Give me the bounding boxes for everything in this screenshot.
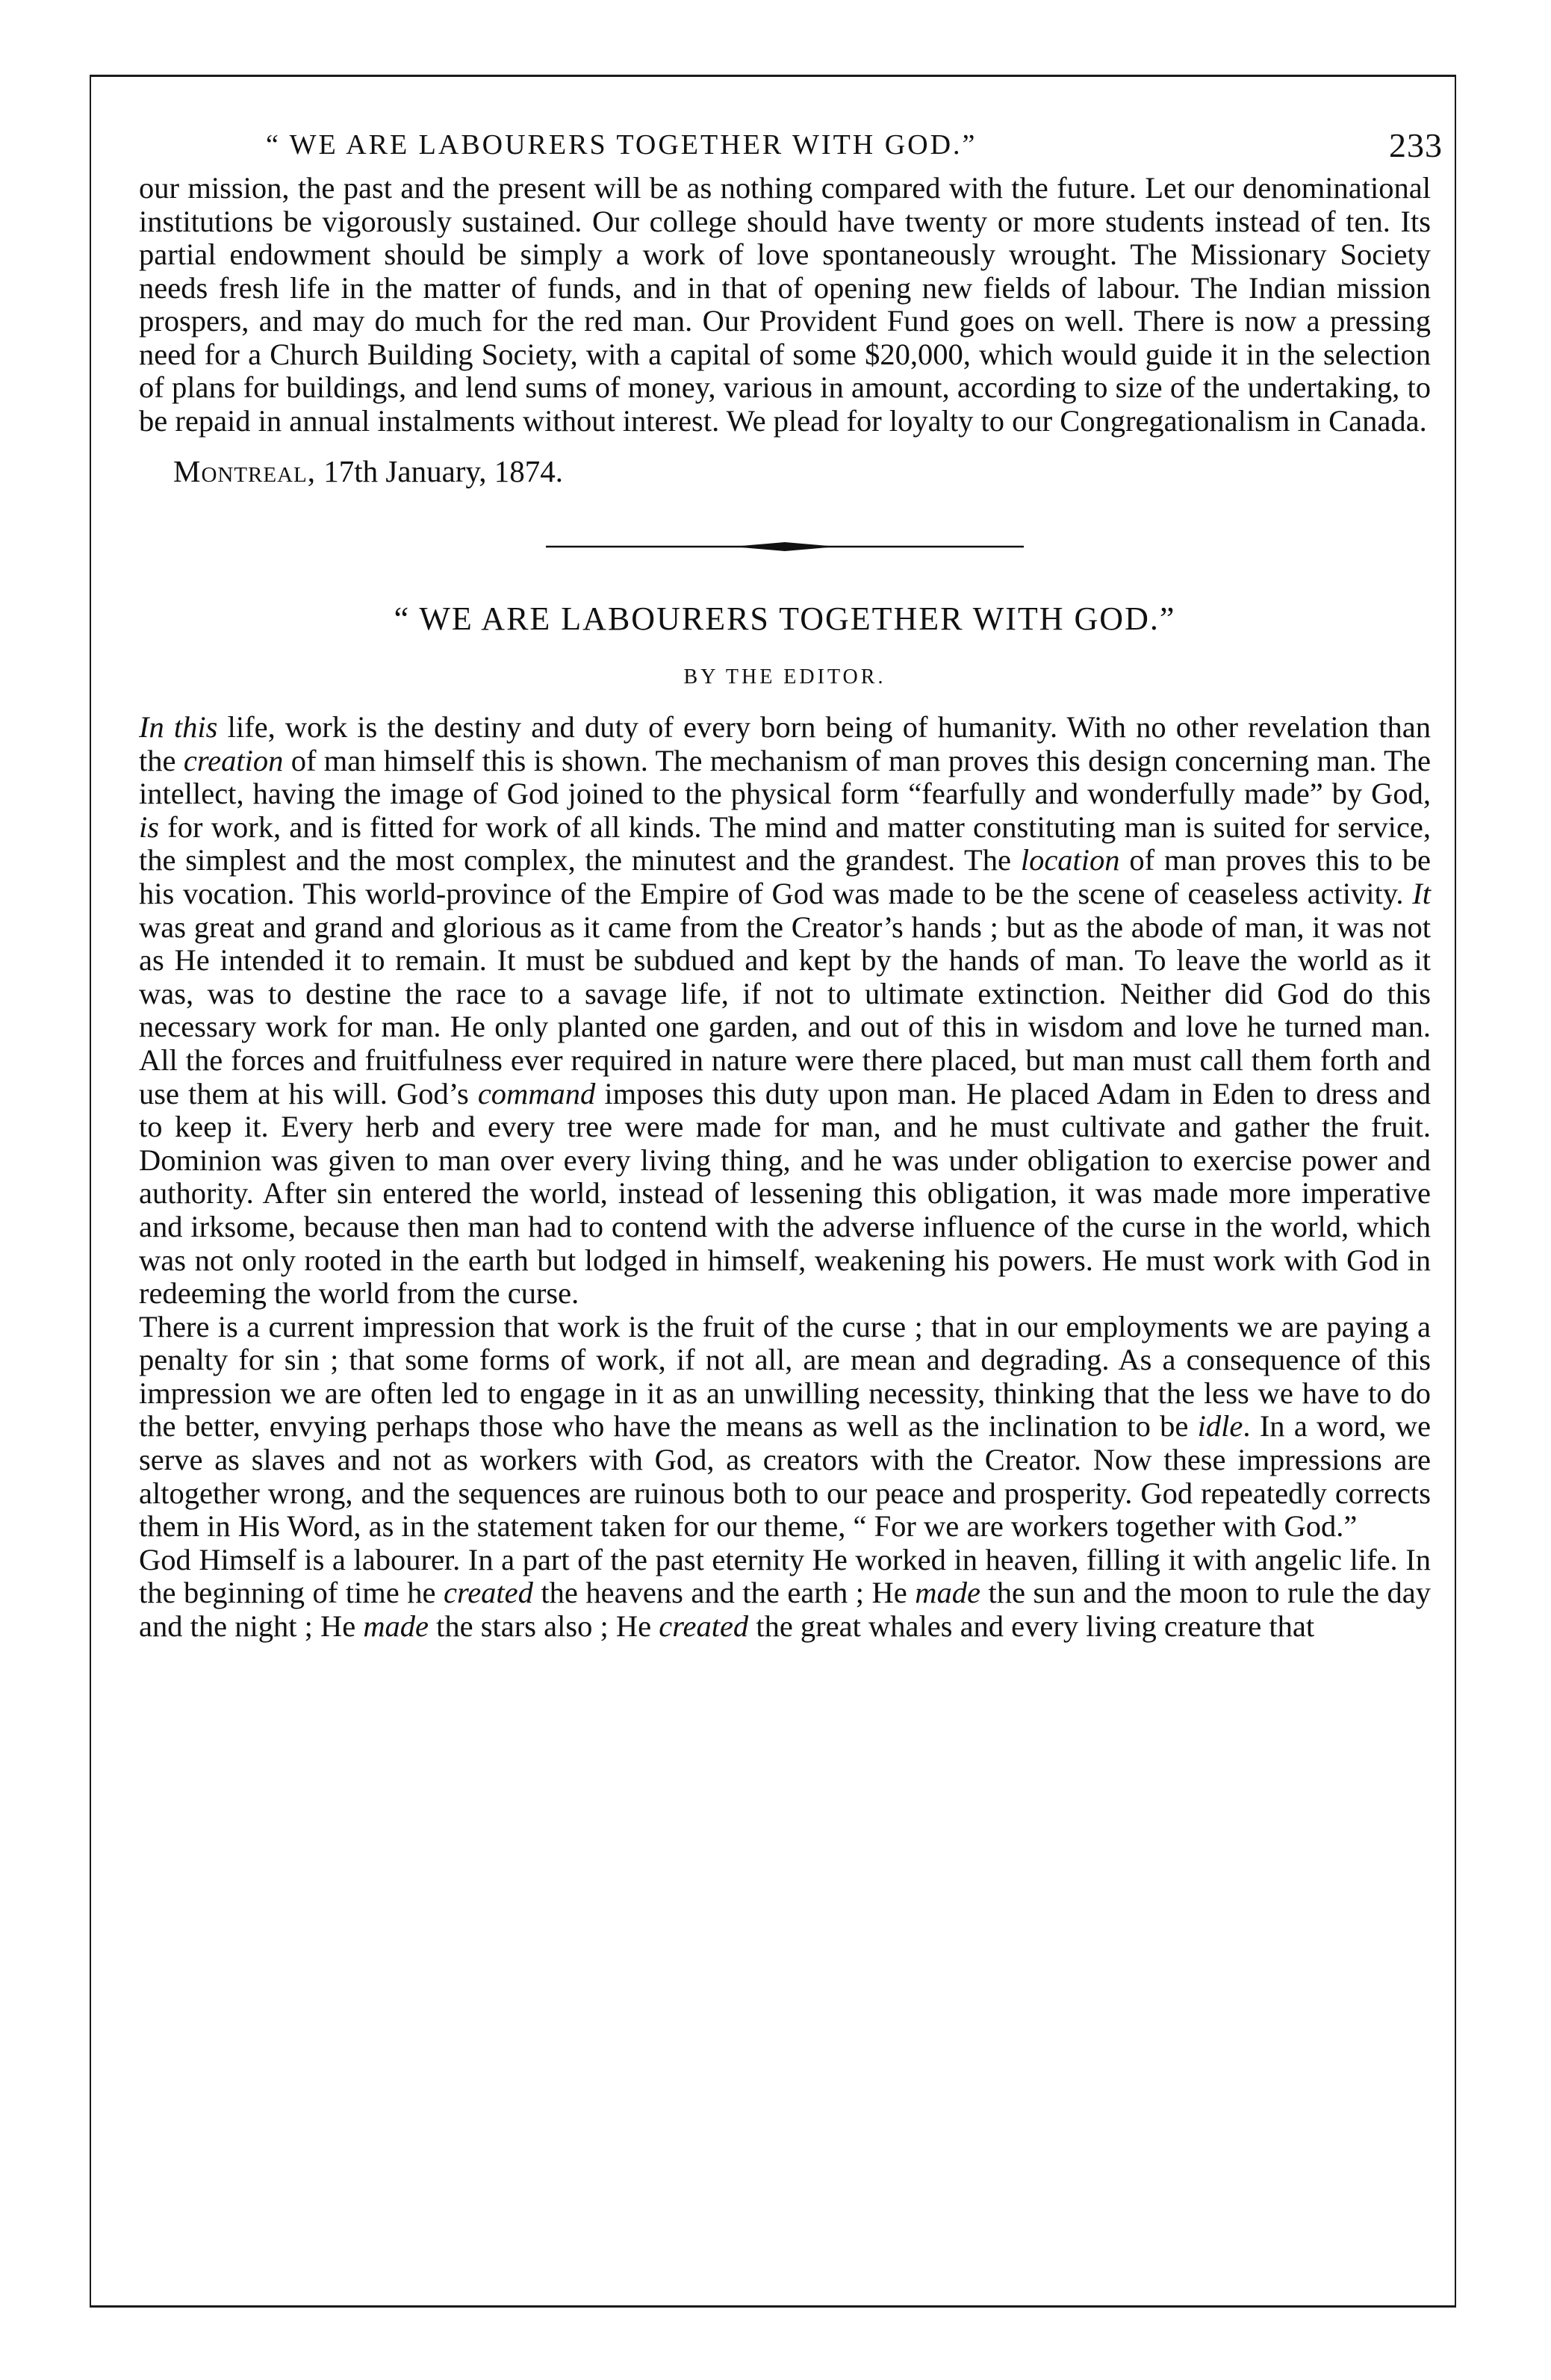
italic-text: idle [1197, 1409, 1243, 1444]
previous-article-signoff [139, 454, 1431, 488]
section-divider-ornament [139, 539, 1431, 554]
paragraph-text: life, work is the destiny and duty of every born being of humanity. With no other revelation than the [139, 710, 1431, 777]
italic-text: command [477, 1076, 596, 1110]
paragraph-text: was great and grand and glorious as it came from the Creator’s hands ; but as the abode of man, it was not as He intended it to remain. It must be subdued and kept by the hands of man. To leave the world as it was, was to destine the race to a savage life, if not to ultimate extinction. Neither did God do this necessary work for man. He only planted one garden, and out of this in wisdom and love he turned man. All the forces and fruitfulness ever required in nature were there placed, but man must call them forth and use them at his will. God’s [139, 910, 1431, 1110]
italic-text: location [1020, 843, 1120, 877]
signoff-place: Montreal, [173, 454, 317, 488]
article-paragraph [139, 711, 1431, 1311]
italic-text: made [363, 1609, 429, 1644]
article-paragraph [139, 1311, 1431, 1544]
paragraph-text: imposes this duty upon man. He placed Adam in Eden to dress and to keep it. Every herb and every tree were made for man, and he must cultivate and gather the fruit. Dominion was given to man over every living thing, and he was under obligation to exercise power and authority. After sin entered the world, instead of lessening this obligation, it was made more imperative and irksome, because then man had to contend with the adverse influence of the curse in the world, which was not only rooted in the earth but lodged in himself, weakening his powers. He must work with God in redeeming the world from the curse. [139, 1076, 1431, 1311]
previous-article-closing-paragraph: our mission, the past and the present will be as nothing compared with the future. Let our denominational institutions be vigorously sustained. Our college should have twenty or more students instead of ten. Its partial endowment should be simply a work of love spontaneously wrought. The Missionary Society needs fresh life in the matter of funds, and in that of opening new fields of labour. The Indian mission prospers, and may do much for the red man. Our Provident Fund goes on well. There is now a pressing need for a Church Building Society, with a capital of some $20,000, which would guide it in the selection of plans for buildings, and lend sums of money, various in amount, according to size of the undertaking, to be repaid in annual instalments without interest. We plead for loyalty to our Congregationalism in Canada. [139, 171, 1431, 438]
paragraph-text: God Himself is a labourer. In a part of the past eternity He worked in heaven, filling it with angelic life. In the beginning of time he [139, 1542, 1431, 1610]
italic-text: made [915, 1576, 981, 1610]
italic-text: is [139, 810, 160, 844]
italic-text: created [659, 1609, 749, 1644]
paragraph-text: for work, and is fitted for work of all kinds. The mind and matter constituting man is suited for service, the simplest and the most complex, the minutest and the grandest. The [139, 810, 1431, 877]
page-content [139, 112, 1443, 1644]
paragraph-text: of man proves this to be his vocation. This world-province of the Empire of God was made to be the scene of ceaseless activity. [139, 843, 1431, 910]
paragraph-text: the sun and the moon to rule the day and the night ; He [139, 1576, 1431, 1644]
italic-text: In this [139, 710, 218, 744]
paragraph-text: the great whales and every living creature that [748, 1609, 1315, 1644]
article-byline: BY THE EDITOR. [683, 665, 886, 689]
paragraph-text: the stars also ; He [429, 1609, 659, 1644]
article-title: “ WE ARE LABOURERS TOGETHER WITH GOD.” [394, 600, 1176, 637]
paragraph-text: . In a word, we serve as slaves and not as workers with God, as creators with the Creator. Now these impressions are altogether wrong, and the sequences are ruinous both to our peace and prosperity. God repeatedly corrects them in His Word, as in the statement taken for our theme, “ For we are workers together with God.” [139, 1409, 1432, 1544]
paragraph-text: There is a current impression that work is the fruit of the curse ; that in our employments we are paying a penalty for sin ; that some forms of work, if not all, are mean and degrading. As a consequence of this impression we are often led to engage in it as an unwilling necessity, thinking that the less we have to do the better, envying perhaps those who have the means as well as the inclination to be [139, 1309, 1431, 1444]
article-body [139, 711, 1431, 1644]
italic-text: created [443, 1576, 533, 1610]
italic-text: creation [183, 743, 284, 777]
divider-rule-icon [546, 539, 1024, 554]
signoff-date: 17th January, 1874. [316, 454, 564, 488]
page-number: 233 [1389, 126, 1443, 164]
running-head-title: “ WE ARE LABOURERS TOGETHER WITH GOD.” [266, 129, 977, 161]
paragraph-text: of man himself this is shown. The mechanism of man proves this design concerning man. The intellect, having the image of God joined to the physical form “fearfully and wonderfully made” by God, [139, 743, 1432, 811]
article-paragraph [139, 1544, 1431, 1644]
running-head [139, 112, 1443, 164]
italic-text: It [1412, 876, 1431, 910]
paragraph-text: the heavens and the earth ; He [532, 1576, 916, 1610]
